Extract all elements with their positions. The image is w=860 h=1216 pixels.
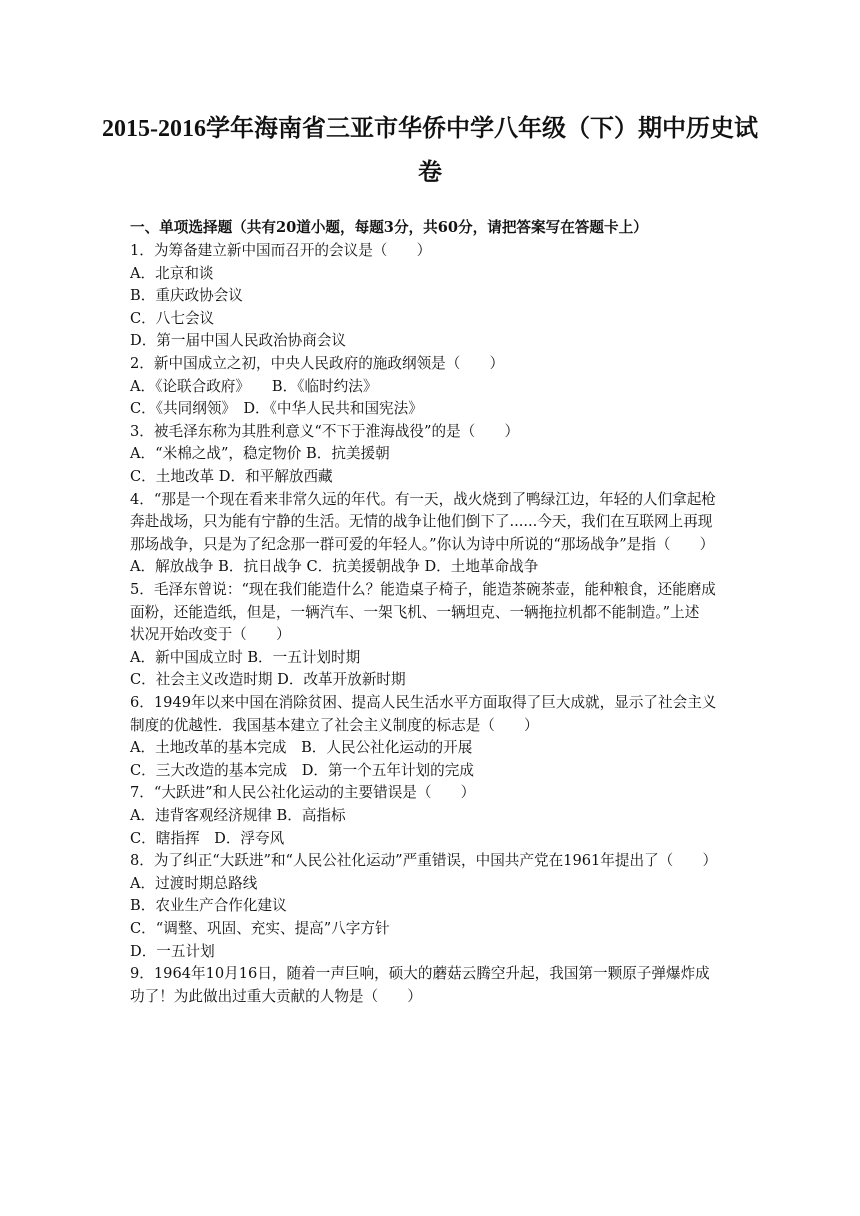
text-line: D．一五计划 xyxy=(130,942,215,960)
text-line: C．三大改造的基本完成 D．第一个五年计划的完成 xyxy=(130,761,474,779)
text-line: A．解放战争 B．抗日战争 C．抗美援朝战争 D．土地革命战争 xyxy=(130,558,539,576)
text-line: A．“米棉之战”，稳定物价 B．抗美援朝 xyxy=(130,445,390,463)
text-line: 面粉，还能造纸，但是，一辆汽车、一架飞机、一辆坦克、一辆拖拉机都不能制造。”上述 xyxy=(130,603,700,621)
text-line: 9．1964年10月16日，随着一声巨响，硕大的蘑菇云腾空升起，我国第一颗原子弹爆炸成 xyxy=(130,965,710,983)
text-line: 制度的优越性．我国基本建立了社会主义制度的标志是（ ） xyxy=(130,716,539,734)
text-line: 2．新中国成立之初，中央人民政府的施政纲领是（ ） xyxy=(130,355,505,372)
text-line: A．过渡时期总路线 xyxy=(130,874,258,892)
text-line: 8．为了纠正“大跃进”和“人民公社化运动”严重错误，中国共产党在1961年提出了（ ） xyxy=(130,852,718,870)
text-line: A．土地改革的基本完成 B．人民公社化运动的开展 xyxy=(130,739,473,757)
text-line: 4．“那是一个现在看来非常久远的年代。有一天，战火烧到了鸭绿江边，年轻的人们拿起枪 xyxy=(130,490,716,508)
text-line: 那场战争，只是为了纪念那一群可爱的年轻人。”你认为诗中所说的“那场战争”是指（ ） xyxy=(130,535,715,553)
text-line: A．新中国成立时 B．一五计划时期 xyxy=(130,648,361,666)
text-line: 7．“大跃进”和人民公社化运动的主要错误是（ ） xyxy=(130,784,476,802)
text-line: 6．1949年以来中国在消除贫困、提高人民生活水平方面取得了巨大成就，显示了社会主义 xyxy=(130,694,717,711)
text-line: 状况开始改变于（ ） xyxy=(130,626,291,644)
text-line: B．重庆政协会议 xyxy=(130,287,243,305)
text-line: D．第一届中国人民政治协商会议 xyxy=(130,332,347,350)
text-line: 功了！为此做出过重大贡献的人物是（ ） xyxy=(130,987,422,1005)
text-line: C．《共同纲领》 D．《中华人民共和国宪法》 xyxy=(130,400,423,418)
section-heading: 一、单项选择题（共有20道小题，每题3分，共60分，请把答案写在答题卡上） xyxy=(130,219,648,236)
text-line: 3．被毛泽东称为其胜利意义“不下于淮海战役”的是（ ） xyxy=(130,422,520,440)
text-line: C．瞎指挥 D．浮夸风 xyxy=(130,829,285,847)
text-line: 1．为筹备建立新中国而召开的会议是（ ） xyxy=(130,242,432,259)
text-line: A．《论联合政府》 B．《临时约法》 xyxy=(130,377,378,395)
document-title-continued: 卷 xyxy=(418,160,442,186)
text-line: C．“调整、巩固、充实、提高”八字方针 xyxy=(130,920,390,937)
document-title: 2015-2016学年海南省三亚市华侨中学八年级（下）期中历史试 xyxy=(102,116,758,142)
text-line: 5．毛泽东曾说：“现在我们能造什么？能造桌子椅子，能造茶碗茶壶，能种粮食，还能磨成 xyxy=(130,581,716,598)
text-line: A．北京和谈 xyxy=(130,264,214,282)
text-line: C．土地改革 D．和平解放西藏 xyxy=(130,468,333,485)
text-line: C．社会主义改造时期 D．改革开放新时期 xyxy=(130,671,406,689)
text-line: B．农业生产合作化建议 xyxy=(130,897,287,915)
text-line: C．八七会议 xyxy=(130,309,215,327)
text-line: A．违背客观经济规律 B．高指标 xyxy=(130,807,346,824)
text-line: 奔赴战场，只为能有宁静的生活。无情的战争让他们倒下了......今天，我们在互联网上再现 xyxy=(130,513,713,531)
